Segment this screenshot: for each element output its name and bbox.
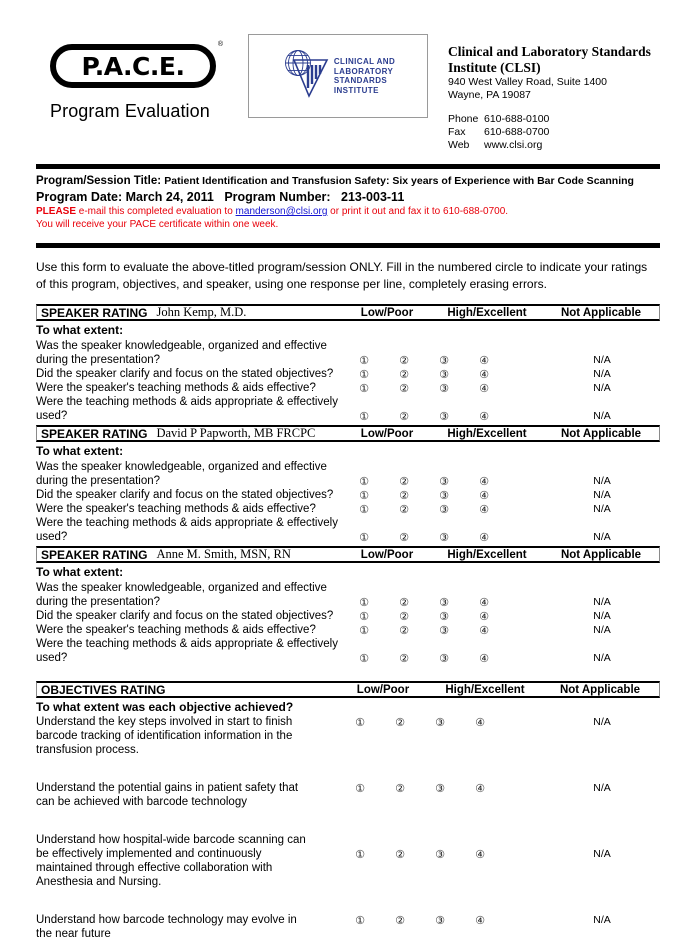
rating-scale (344, 502, 544, 516)
form-instructions: Use this form to evaluate the above-titled program/session ONLY. Fill in the numbered circle to indicate your ratings of this program, objectives, and speaker, using one response per line, completely erasing errors. (36, 260, 648, 291)
clsi-globe-triangle-icon (281, 48, 331, 105)
rating-option-2[interactable]: ② (395, 848, 405, 861)
address-line-1: 940 West Valley Road, Suite 1400 (448, 76, 607, 88)
rating-row (36, 502, 660, 516)
speaker-rating-section (36, 425, 660, 544)
rating-option-3[interactable]: ③ (439, 489, 449, 502)
rating-option-not-applicable[interactable]: N/A (593, 475, 611, 487)
rating-option-4[interactable]: ④ (479, 354, 489, 367)
speaker-section-label: SPEAKER RATING (41, 426, 148, 441)
rating-option-not-applicable[interactable]: N/A (593, 382, 611, 394)
rating-option-1[interactable]: ① (359, 624, 369, 637)
rating-option-1[interactable]: ① (359, 610, 369, 623)
column-header-not-applicable: Not Applicable (559, 683, 641, 696)
rating-question-text: Was the speaker knowledgeable, organized and effective during the presentation? (36, 582, 327, 608)
column-header-high-excellent: High/Excellent (447, 548, 527, 561)
rating-option-not-applicable[interactable]: N/A (593, 503, 611, 515)
fax-label: Fax (448, 126, 466, 138)
rating-option-not-applicable[interactable]: N/A (593, 531, 611, 543)
rating-scale (344, 516, 544, 544)
rating-row (36, 460, 660, 488)
rating-row (36, 623, 660, 637)
objective-text: Understand the potential gains in patient safety that can be achieved with barcode technology (36, 782, 299, 808)
column-header-high-excellent: High/Excellent (445, 683, 525, 696)
rating-option-2[interactable]: ② (399, 410, 409, 423)
document-header (36, 0, 660, 152)
rating-option-4[interactable]: ④ (479, 368, 489, 381)
rating-option-1[interactable]: ① (359, 652, 369, 665)
submission-note-line-2: You will receive your PACE certificate within one week. (36, 219, 279, 230)
rating-option-4[interactable]: ④ (479, 410, 489, 423)
rating-option-not-applicable[interactable]: N/A (593, 652, 611, 664)
pace-logo-text: P.A.C.E. (81, 51, 185, 81)
rating-option-1[interactable]: ① (359, 368, 369, 381)
rating-option-2[interactable]: ② (399, 354, 409, 367)
speaker-question-list (36, 338, 660, 423)
speaker-question-list (36, 459, 660, 544)
speaker-section-header (36, 304, 660, 321)
submission-note-line-1 (36, 205, 660, 218)
rating-option-1[interactable]: ① (359, 410, 369, 423)
column-header-not-applicable: Not Applicable (560, 548, 642, 561)
rating-scale (344, 395, 544, 423)
rating-scale (340, 833, 544, 861)
rating-question-text: Were the teaching methods & aids appropriate & effectively used? (36, 638, 338, 664)
rating-option-not-applicable[interactable]: N/A (593, 410, 611, 422)
rating-row (36, 367, 660, 381)
speaker-section-label: SPEAKER RATING (41, 547, 148, 562)
rating-option-4[interactable]: ④ (479, 652, 489, 665)
objective-rows (36, 715, 660, 941)
rating-option-1[interactable]: ① (359, 596, 369, 609)
rating-row (36, 581, 660, 609)
speaker-name: David P Papworth, MB FRCPC (156, 426, 316, 440)
phone-value: 610-688-0100 (484, 113, 550, 125)
rating-option-2[interactable]: ② (395, 782, 405, 795)
rating-question-text: Was the speaker knowledgeable, organized and effective during the presentation? (36, 340, 327, 366)
rating-option-not-applicable[interactable]: N/A (593, 610, 611, 622)
web-row (448, 139, 660, 152)
rating-option-4[interactable]: ④ (475, 716, 485, 729)
rating-scale (344, 381, 544, 395)
rating-row (36, 516, 660, 544)
rating-option-2[interactable]: ② (395, 914, 405, 927)
web-value: www.clsi.org (484, 139, 543, 151)
rating-option-3[interactable]: ③ (435, 848, 445, 861)
objectives-rating-section (36, 681, 660, 941)
note-text-before-email: e-mail this completed evaluation to (76, 206, 236, 217)
rating-option-4[interactable]: ④ (479, 382, 489, 395)
speaker-subhead: To what extent: (36, 565, 124, 579)
program-title-value: Patient Identification and Transfusion Safety: Six years of Experience with Bar Code Scanning (164, 175, 634, 187)
rating-option-4[interactable]: ④ (479, 624, 489, 637)
rating-option-4[interactable]: ④ (475, 848, 485, 861)
pace-logo-block (36, 30, 248, 122)
rating-option-not-applicable[interactable]: N/A (593, 848, 611, 860)
rating-option-3[interactable]: ③ (439, 354, 449, 367)
speaker-rating-section (36, 304, 660, 423)
note-text-after-email: or print it out and fax it to 610-688-0700. (327, 206, 509, 217)
objective-text: Understand the key steps involved in start to finish barcode tracking of identification information in the transfusion process. (36, 716, 293, 756)
rating-option-2[interactable]: ② (399, 596, 409, 609)
rating-scale (344, 339, 544, 367)
column-header-not-applicable: Not Applicable (560, 306, 642, 319)
objective-rating-row (36, 715, 660, 757)
rating-option-1[interactable]: ① (355, 782, 365, 795)
rating-row (36, 339, 660, 367)
rating-question-text: Were the speaker's teaching methods & aids effective? (36, 624, 316, 636)
speaker-question-list (36, 580, 660, 665)
rating-option-3[interactable]: ③ (435, 716, 445, 729)
rating-option-3[interactable]: ③ (439, 652, 449, 665)
rating-question-text: Did the speaker clarify and focus on the stated objectives? (36, 489, 334, 501)
program-info-block (36, 169, 660, 231)
rating-row (36, 637, 660, 665)
rating-row (36, 609, 660, 623)
organization-name: Clinical and Laboratory Standards Institute (CLSI) (448, 44, 651, 75)
rating-option-2[interactable]: ② (399, 652, 409, 665)
rating-option-not-applicable[interactable]: N/A (593, 354, 611, 366)
rating-option-3[interactable]: ③ (435, 914, 445, 927)
objective-row-spacer (36, 757, 660, 781)
clsi-word-line-1: CLINICAL AND (333, 57, 396, 66)
rating-question-text: Did the speaker clarify and focus on the stated objectives? (36, 610, 334, 622)
address-line-2: Wayne, PA 19087 (448, 89, 531, 101)
objective-row-spacer (36, 809, 660, 833)
pace-caption: Program Evaluation (50, 101, 210, 121)
rating-option-not-applicable[interactable]: N/A (593, 624, 611, 636)
column-header-high-excellent: High/Excellent (447, 306, 527, 319)
rating-option-2[interactable]: ② (395, 716, 405, 729)
rating-scale (344, 623, 544, 637)
rating-option-not-applicable[interactable]: N/A (593, 596, 611, 608)
rating-option-not-applicable[interactable]: N/A (593, 914, 611, 926)
rating-option-1[interactable]: ① (355, 914, 365, 927)
program-date-value: March 24, 2011 (125, 190, 214, 204)
program-date-label: Program Date: (36, 190, 123, 204)
rating-option-4[interactable]: ④ (479, 610, 489, 623)
speaker-subhead: To what extent: (36, 444, 124, 458)
rating-scale (340, 913, 544, 927)
rating-option-3[interactable]: ③ (439, 503, 449, 516)
address-spacer (448, 102, 660, 113)
rating-option-2[interactable]: ② (399, 531, 409, 544)
column-header-low-poor: Low/Poor (356, 683, 410, 696)
rating-scale (344, 367, 544, 381)
rating-row (36, 488, 660, 502)
column-header-low-poor: Low/Poor (360, 427, 414, 440)
rating-option-4[interactable]: ④ (475, 914, 485, 927)
clsi-word-line-4: INSTITUTE (333, 85, 379, 95)
speaker-section-header (36, 546, 660, 563)
objective-rating-row (36, 833, 660, 889)
rating-question-text: Was the speaker knowledgeable, organized and effective during the presentation? (36, 461, 327, 487)
rating-option-1[interactable]: ① (359, 354, 369, 367)
rating-option-3[interactable]: ③ (439, 368, 449, 381)
rating-scale (344, 609, 544, 623)
rating-option-not-applicable[interactable]: N/A (593, 368, 611, 380)
objective-row-spacer (36, 889, 660, 913)
program-title-label: Program/Session Title: (36, 175, 162, 187)
speaker-subhead: To what extent: (36, 323, 124, 337)
organization-address-block (428, 30, 660, 152)
rating-scale (344, 460, 544, 488)
clsi-logo-wordmark (334, 57, 395, 95)
rating-scale (340, 781, 544, 795)
rating-option-2[interactable]: ② (399, 624, 409, 637)
rating-question-text: Were the speaker's teaching methods & aids effective? (36, 382, 316, 394)
rating-option-1[interactable]: ① (359, 489, 369, 502)
rating-option-1[interactable]: ① (359, 531, 369, 544)
objective-text: Understand how barcode technology may evolve in the near future (36, 914, 297, 940)
rating-scale (340, 715, 544, 729)
clsi-word-line-3: STANDARDS (333, 76, 388, 85)
column-header-not-applicable: Not Applicable (560, 427, 642, 440)
rating-scale (344, 581, 544, 609)
objective-rating-row (36, 913, 660, 941)
fax-row (448, 126, 660, 139)
rating-option-not-applicable[interactable]: N/A (593, 489, 611, 501)
speaker-name: John Kemp, M.D. (156, 305, 247, 319)
clsi-logo-box (248, 34, 428, 118)
rating-option-1[interactable]: ① (359, 382, 369, 395)
phone-label: Phone (448, 113, 479, 125)
pace-logo-capsule (50, 44, 216, 88)
rating-question-text: Were the teaching methods & aids appropriate & effectively used? (36, 396, 338, 422)
rating-option-2[interactable]: ② (399, 489, 409, 502)
column-header-high-excellent: High/Excellent (447, 427, 527, 440)
rating-option-4[interactable]: ④ (479, 531, 489, 544)
rating-option-1[interactable]: ① (359, 503, 369, 516)
rating-option-1[interactable]: ① (355, 716, 365, 729)
speaker-section-label: SPEAKER RATING (41, 305, 148, 320)
rating-scale (344, 637, 544, 665)
clsi-word-line-2: LABORATORY (333, 66, 394, 76)
objective-rating-row (36, 781, 660, 809)
rating-option-2[interactable]: ② (399, 368, 409, 381)
rating-option-4[interactable]: ④ (479, 503, 489, 516)
evaluation-email-link[interactable]: manderson@clsi.org (235, 206, 328, 217)
column-header-low-poor: Low/Poor (360, 548, 414, 561)
rating-option-2[interactable]: ② (399, 475, 409, 488)
rating-option-3[interactable]: ③ (439, 410, 449, 423)
rating-option-4[interactable]: ④ (479, 596, 489, 609)
rating-option-not-applicable[interactable]: N/A (593, 782, 611, 794)
rating-option-3[interactable]: ③ (439, 610, 449, 623)
objectives-section-header (36, 681, 660, 698)
rating-option-3[interactable]: ③ (439, 596, 449, 609)
rating-option-2[interactable]: ② (399, 610, 409, 623)
registered-trademark-icon: ® (217, 41, 223, 48)
speaker-rating-sections (36, 304, 660, 665)
rating-option-2[interactable]: ② (399, 503, 409, 516)
speaker-name: Anne M. Smith, MSN, RN (156, 547, 291, 561)
note-please-emphasis: PLEASE (36, 206, 77, 217)
rating-option-3[interactable]: ③ (435, 782, 445, 795)
rating-option-1[interactable]: ① (355, 848, 365, 861)
rating-option-3[interactable]: ③ (439, 624, 449, 637)
program-number-label: Program Number: (224, 190, 331, 204)
fax-value: 610-688-0700 (484, 126, 550, 138)
rating-scale (344, 488, 544, 502)
rating-option-1[interactable]: ① (359, 475, 369, 488)
rating-option-4[interactable]: ④ (479, 475, 489, 488)
rating-row (36, 381, 660, 395)
program-title-row (36, 174, 660, 189)
rating-option-3[interactable]: ③ (439, 382, 449, 395)
rating-option-3[interactable]: ③ (439, 475, 449, 488)
speaker-rating-section (36, 546, 660, 665)
rating-question-text: Were the teaching methods & aids appropriate & effectively used? (36, 517, 338, 543)
program-date-number-row (36, 189, 660, 205)
phone-row (448, 113, 660, 126)
objectives-section-label: OBJECTIVES RATING (41, 682, 166, 697)
rating-option-3[interactable]: ③ (439, 531, 449, 544)
pace-logo (50, 41, 223, 88)
rating-question-text: Did the speaker clarify and focus on the stated objectives? (36, 368, 334, 380)
speaker-section-header (36, 425, 660, 442)
objective-text: Understand how hospital-wide barcode scanning can be effectively implemented and continuously maintained through effective collaboration with Anesthesia and Nursing. (36, 834, 306, 888)
rating-option-4[interactable]: ④ (479, 489, 489, 502)
rating-option-not-applicable[interactable]: N/A (593, 716, 611, 728)
rating-row (36, 395, 660, 423)
program-number-value: 213-003-11 (341, 190, 405, 204)
clsi-logo (281, 48, 395, 105)
column-header-low-poor: Low/Poor (360, 306, 414, 319)
rating-question-text: Were the speaker's teaching methods & aids effective? (36, 503, 316, 515)
objectives-subhead: To what extent was each objective achieved? (36, 700, 294, 714)
rating-option-2[interactable]: ② (399, 382, 409, 395)
web-label: Web (448, 139, 470, 151)
rating-option-4[interactable]: ④ (475, 782, 485, 795)
